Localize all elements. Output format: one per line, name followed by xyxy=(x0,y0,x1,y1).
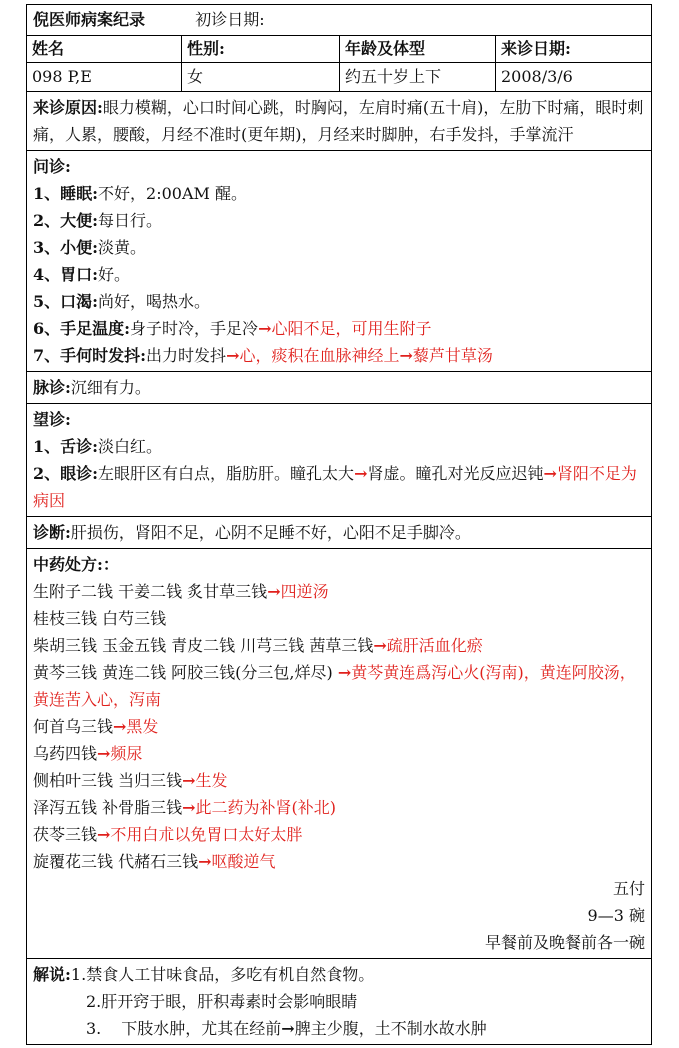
prescription-label: 中药处方:： xyxy=(33,555,119,574)
herb-list: 桂枝三钱 白芍三钱 xyxy=(33,609,167,628)
herb-list: 泽泻五钱 补骨脂三钱 xyxy=(33,798,183,817)
herb-line xyxy=(33,605,645,632)
arrow-right-icon: → xyxy=(267,582,281,601)
inquiry-section xyxy=(27,151,651,372)
herb-note: 疏肝活血化瘀 xyxy=(386,636,483,655)
explanation-num: 1. xyxy=(70,965,87,984)
header-age: 年龄及体型 xyxy=(340,36,496,62)
explanation-text: 脾主少腹，土不制水故水肿 xyxy=(294,1019,487,1038)
arrow-right-icon: → xyxy=(113,717,127,736)
tongue-item xyxy=(33,433,645,460)
reason-section xyxy=(27,92,651,151)
inquiry-item-label: 5、口渴: xyxy=(33,292,99,311)
explanation-item xyxy=(33,961,645,988)
inquiry-item xyxy=(33,261,645,288)
herb-line xyxy=(33,632,645,659)
herb-line xyxy=(33,740,645,767)
herb-list: 生附子二钱 干姜二钱 炙甘草三钱 xyxy=(33,582,268,601)
herb-line xyxy=(33,659,645,713)
herb-note: 黄芩黄连爲泻心火(泻南)，黄连阿胶汤，黄连苦入心，泻南 xyxy=(33,663,636,709)
reason-label: 来诊原因: xyxy=(33,98,103,117)
herb-note: 呕酸逆气 xyxy=(211,852,276,871)
patient-name: 098 P,E xyxy=(27,63,182,91)
arrow-right-icon: → xyxy=(281,1019,295,1038)
inquiry-item-text: 身子时冷，手足冷 xyxy=(130,319,259,338)
herb-line xyxy=(33,848,645,875)
inquiry-item-note: 藜芦甘草汤 xyxy=(412,346,493,365)
explanation-text: 下肢水肿，尤其在经前 xyxy=(121,1019,282,1038)
dose-water: 9—3 碗 xyxy=(587,906,645,925)
herb-line xyxy=(33,713,645,740)
inquiry-item-text: 每日行。 xyxy=(98,211,163,230)
explanation-item xyxy=(33,988,645,1015)
inquiry-item xyxy=(33,288,645,315)
arrow-right-icon: → xyxy=(543,464,557,483)
eye-text: 左眼肝区有白点，脂肪肝。瞳孔太大 xyxy=(98,464,355,483)
header-gender: 性别: xyxy=(182,36,340,62)
header-date: 来诊日期: xyxy=(501,39,571,58)
header-name: 姓名 xyxy=(27,36,182,62)
eye-label: 2、眼诊: xyxy=(33,464,99,483)
inquiry-item xyxy=(33,342,645,369)
inquiry-item xyxy=(33,207,645,234)
first-visit-label: 初诊日期: xyxy=(195,10,265,29)
arrow-right-icon: → xyxy=(399,346,413,365)
herb-note: 不用白朮以免胃口太好太胖 xyxy=(110,825,303,844)
pulse-section xyxy=(27,372,651,404)
pulse-text: 沉细有力。 xyxy=(70,378,151,397)
herb-note: 黑发 xyxy=(126,717,159,736)
inquiry-item-label: 6、手足温度: xyxy=(33,319,131,338)
inquiry-label: 问诊: xyxy=(33,157,71,176)
inquiry-item xyxy=(33,180,645,207)
herb-line xyxy=(33,794,645,821)
explanation-num: 3. xyxy=(86,1019,102,1038)
arrow-right-icon: → xyxy=(182,771,196,790)
diagnosis-label: 诊断: xyxy=(33,523,71,542)
arrow-right-icon: → xyxy=(354,464,368,483)
inquiry-item-label: 7、手何时发抖: xyxy=(33,346,147,365)
explanation-item xyxy=(33,1015,645,1042)
patient-header-row xyxy=(27,36,651,63)
arrow-right-icon: → xyxy=(258,319,272,338)
inquiry-item-text: 不好，2:00AM 醒。 xyxy=(98,184,248,203)
explanation-text: 肝开窍于眼，肝积毒素时会影响眼睛 xyxy=(101,992,358,1011)
observe-label: 望诊: xyxy=(33,410,71,429)
herb-line xyxy=(33,578,645,605)
diagnosis-section xyxy=(27,517,651,549)
arrow-right-icon: → xyxy=(226,346,240,365)
herb-line xyxy=(33,767,645,794)
patient-gender: 女 xyxy=(182,63,340,91)
herb-list: 乌药四钱 xyxy=(33,744,98,763)
dose-count: 五付 xyxy=(612,879,645,898)
herb-note: 四逆汤 xyxy=(280,582,329,601)
herb-note: 生发 xyxy=(195,771,228,790)
herb-line xyxy=(33,821,645,848)
inquiry-item-note: 心，痰积在血脉神经上 xyxy=(239,346,400,365)
arrow-right-icon: → xyxy=(182,798,196,817)
record-title: 倪医师病案纪录 xyxy=(33,10,146,29)
dose-timing: 早餐前及晚餐前各一碗 xyxy=(484,933,645,952)
prescription-section xyxy=(27,549,651,959)
eye-note: 肾阳不足为病因 xyxy=(33,464,637,510)
inquiry-item-text: 出力时发抖 xyxy=(146,346,227,365)
inquiry-item xyxy=(33,234,645,261)
inquiry-item-text: 好。 xyxy=(98,265,131,284)
inquiry-item-label: 4、胃口: xyxy=(33,265,99,284)
tongue-label: 1、舌诊: xyxy=(33,437,99,456)
herb-list: 侧柏叶三钱 当归三钱 xyxy=(33,771,183,790)
arrow-right-icon: → xyxy=(198,852,212,871)
eye-item xyxy=(33,460,645,514)
inquiry-item xyxy=(33,315,645,342)
tongue-text: 淡白红。 xyxy=(98,437,163,456)
arrow-right-icon: → xyxy=(97,825,111,844)
arrow-right-icon: → xyxy=(337,663,352,682)
visit-date: 2008/3/6 xyxy=(501,67,573,86)
pulse-label: 脉诊: xyxy=(33,378,71,397)
explanation-section xyxy=(27,959,651,1044)
patient-age: 约五十岁上下 xyxy=(340,63,496,91)
herb-note: 此二药为补肾(补北) xyxy=(195,798,336,817)
observe-section xyxy=(27,404,651,517)
herb-list: 旋覆花三钱 代赭石三钱 xyxy=(33,852,199,871)
herb-list: 何首乌三钱 xyxy=(33,717,114,736)
reason-text: 眼力模糊，心口时间心跳，时胸闷，左肩时痛(五十肩)，左肋下时痛，眼时刺痛，人累，腰酸，月经不准时(更年期)，月经来时脚肿，右手发抖，手掌流汗 xyxy=(33,98,644,144)
inquiry-item-text: 淡黄。 xyxy=(98,238,147,257)
arrow-right-icon: → xyxy=(97,744,111,763)
explanation-num: 2. xyxy=(86,992,102,1011)
explanation-label: 解说: xyxy=(33,965,71,984)
patient-value-row xyxy=(27,63,651,92)
herb-note: 频尿 xyxy=(110,744,143,763)
explanation-text: 禁食人工甘味食品，多吃有机自然食物。 xyxy=(86,965,375,984)
title-row xyxy=(27,5,651,36)
inquiry-item-label: 3、小便: xyxy=(33,238,99,257)
inquiry-item-label: 2、大便: xyxy=(33,211,99,230)
eye-text: 肾虚。瞳孔对光反应迟钝 xyxy=(367,464,544,483)
arrow-right-icon: → xyxy=(373,636,387,655)
inquiry-item-note: 心阳不足，可用生附子 xyxy=(271,319,432,338)
case-record xyxy=(26,4,652,1045)
herb-list: 黄芩三钱 黄连二钱 阿胶三钱(分三包,烊尽) xyxy=(33,663,338,682)
inquiry-item-text: 尚好，喝热水。 xyxy=(98,292,211,311)
herb-list: 柴胡三钱 玉金五钱 青皮二钱 川芎三钱 茜草三钱 xyxy=(33,636,374,655)
inquiry-item-label: 1、睡眠: xyxy=(33,184,99,203)
herb-list: 茯苓三钱 xyxy=(33,825,98,844)
diagnosis-text: 肝损伤，肾阳不足，心阴不足睡不好，心阳不足手脚冷。 xyxy=(70,523,471,542)
